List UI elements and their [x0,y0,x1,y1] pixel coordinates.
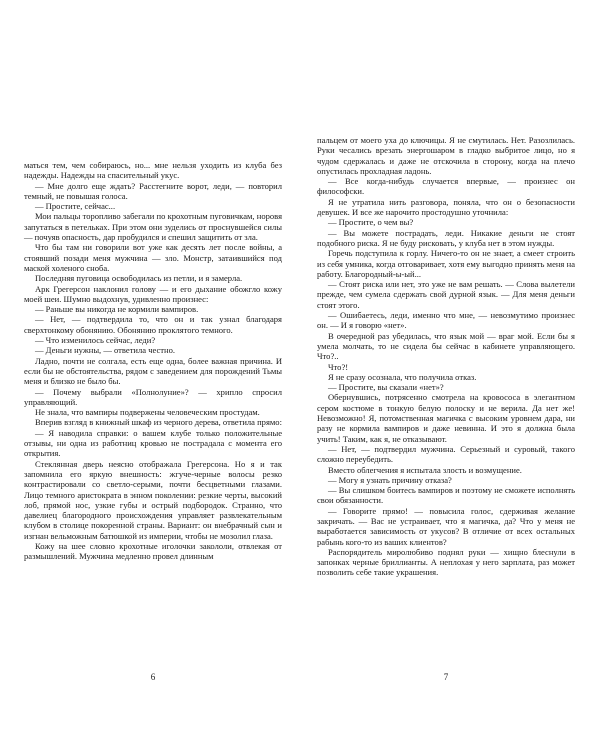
paragraph: Последняя пуговица освободилась из петли, и я замерла. [35,273,243,284]
paragraph: — Простите, вы сказали «нет»? [328,382,444,393]
paragraph: Мои пальцы торопливо забегали по крохотным пуговичкам, норовя запутаться в петельках. При этом они зуделись от проснувшейся силы — почуяв опасность, дар пробудился и спешил защитить от зла. [24,211,282,243]
paragraph: — Нет, — подтвердил мужчина. Серьезный и суровый, такого сложно переубедить. [317,443,575,465]
paragraph: — Вы можете пострадать, леди. Никакие деньги не стоят подобного риска. Я не буду рисковать, у клуба нет в этом нужды. [317,227,575,248]
paragraph: — Нет, — подтвердила то, что он и так узнал благодаря сверхтонкому обонянию. Обонянию проклятого темного. [24,314,282,335]
paragraph: В очередной раз убедилась, что язык мой — враг мой. Если бы я умела молчать, то не сидела бы сейчас в кабинете управляющего. Что?.. [317,330,575,362]
paragraph: Обернувшись, потрясенно смотрела на кровососа в элегантном сером костюме в тонкую белую полоску и не верила. Да нет же! Невозможно! Я, потомственная магичка с высоким уровнем дара, ни разу не кормила вампиров и даже невинна. И это я должна была учить! Таким, как я, не отказывают. [317,392,575,444]
paragraph: — Раньше вы никогда не кормили вампиров. [35,304,199,315]
right-page-number: 7 [443,672,449,682]
paragraph: Что бы там ни говорили вот уже как десять лет после войны, а стоявший позади меня мужчина — зло. Монстр, затаившийся под маской холеного сноба. [24,242,282,273]
paragraph: — Деньги нужны, — ответила честно. [35,345,176,356]
paragraph: Распорядитель миролюбиво поднял руки — хищно блеснули в запонках черные бриллианты. А неплохая у него зарплата, раз может позволить себе такие украшения. [317,546,575,578]
paragraph: Стеклянная дверь неясно отображала Грегерсона. Но я и так запомнила его яркую внешность: жгуче-черные волосы резко контрастировали со светло-серыми, почти бесцветными глазами. Лицо темного аристократа в энном поколении: резкие черты, высокий лоб, прямой нос, узкие губы и острый подбородок. Странно, что давелиец благородного происхождения управляет развлекательным клубом в столице покоренной страны. Вариант: он внебрачный сын и изгнан вельможным батюшкой из империи, чтобы не мозолил глаза. [24,458,282,541]
paragraph: — Я наводила справки: о вашем клубе только положительные отзывы, ни одна из работниц кровью не пострадала с момента его открытия. [24,427,282,459]
paragraph: пальцем от моего уха до ключицы. Я не смутилась. Нет. Разозлилась. Руки чесались врезать энергошаром в гладко выбритое лицо, но я чудом сдержалась и даже не отскочила в сторону, когда на плечо опустилась прохладная ладонь. [317,135,575,176]
paragraph: Что?! [328,361,349,372]
paragraph: — Простите, о чем вы? [328,217,414,228]
paragraph: — Говорите прямо! — повысила голос, сдерживая желание закричать. — Вас не устраивает, что я магичка, да? Что у меня не выработается зависимость от укусов? В отличие от всех остальных рабынь кого-то из ваших клиентов? [317,505,575,547]
paragraph: — Все когда-нибудь случается впервые, — произнес он философски. [317,176,575,197]
paragraph: — Ошибаетесь, леди, именно что мне, — невозмутимо произнес он. — И я говорю «нет». [317,310,575,331]
paragraph: — Почему выбрали «Полнолуние»? — хриплo спросил управляющий. [24,386,282,407]
paragraph: — Мне долго еще ждать? Расстегните ворот, леди, — повторил темный, не повышая голоса. [24,180,282,201]
paragraph: — Простите, сейчас... [35,201,116,212]
paragraph: — Стоят риска или нет, это уже не вам решать. — Слова вылетели прежде, чем сумела сдержать свой дурной язык. — Для меня деньги стоят этого. [317,279,575,310]
right-page [317,135,575,578]
paragraph: — Что изменилось сейчас, леди? [35,335,156,346]
paragraph: — Вы слишком боитесь вампиров и поэтому не сможете исполнять свои обязанности. [317,485,575,506]
paragraph: Ладно, почти не солгала, есть еще одна, более важная причина. И если бы не обстоятельства, рядом с заведением для порождений Тьмы меня и близко не было бы. [24,355,282,387]
paragraph: Вперив взгляд в книжный шкаф из черного дерева, ответила прямо: [35,417,282,428]
paragraph: Вместо облегчения я испытала злость и возмущение. [328,464,522,475]
left-page [24,160,282,562]
paragraph: Горечь подступила к горлу. Ничего-то он не знает, а смеет строить из себя умника, когда отговаривает, хотя ему выгодно принять меня на работу. Благородный-ы-ый... [317,248,575,279]
paragraph: — Могу я узнать причину отказа? [328,474,452,485]
paragraph: Арк Грегерсон наклонил голову — и его дыхание обожгло кожу моей шеи. Шумно выдохнув, удивленно произнес: [24,283,282,304]
left-page-number: 6 [150,672,156,682]
paragraph: Не знала, что вампиры подвержены человеческим простудам. [35,407,260,418]
paragraph: Кожу на шее словно крохотные иголочки закололи, отвлекая от размышлений. Мужчина медленно провел длинным [24,540,282,562]
paragraph: Я не утратила нить разговора, поняла, что он о безопасности девушек. И все же нарочито простодушно уточнила: [317,196,575,218]
paragraph: маться тем, чем собираюсь, но... мне нельзя уходить из клуба без надежды. Надежды на спасительный укус. [24,160,282,181]
paragraph: Я не сразу осознала, что получила отказ. [328,371,477,382]
